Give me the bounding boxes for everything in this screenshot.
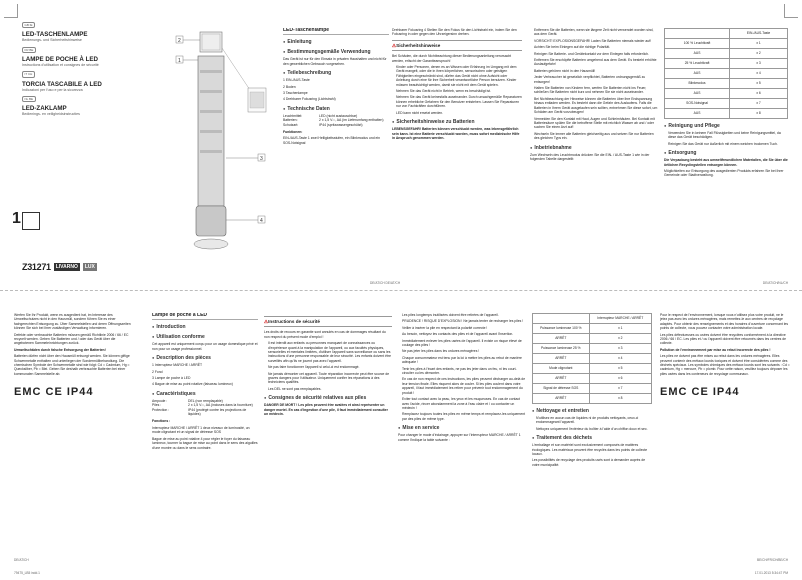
table-header-empty	[665, 29, 730, 39]
fr-folio-right: BE/CH/FR/CH/BE/CH	[757, 558, 788, 562]
fr-env-text-2: Les piles défectueuses ou usées doivent être recyclées conformément à la directive 2006 / 66 / EC. Les piles et / ou l'appareil doivent être retournés dans les centres de collecte.	[660, 332, 786, 346]
fr-tech-list	[152, 399, 258, 417]
fr-safety-list	[264, 341, 392, 391]
mode-name: 100 % Leuchtkraft	[665, 39, 730, 49]
list-item: Les DEL ne sont pas remplaçables.	[268, 386, 322, 391]
mode-name: Signal de détresse SOS	[533, 384, 590, 394]
de-mode-table	[664, 28, 788, 119]
table-row	[533, 364, 652, 374]
fr-pollution-text: Les piles ne doivent pas être mises au rebut dans les ordures ménagères. Elles peuvent contenir des métaux lourds toxiques et doivent être considérées comme des déchets spéciaux. Les symboles chimiques des métaux lourds sont les suivants : Cd = cadmium, Hg = mercure, Pb = plomb. Pour cette raison, veuillez toujours déposer les piles usées dans les conteneurs de recyclage communaux.	[660, 354, 790, 376]
de-safety-text: Bei Schäden, die durch Nichtbeachtung dieser Bedienungsanleitung verursacht werden, erlischt der Garantieanspruch!	[392, 54, 512, 63]
table-row	[665, 49, 788, 59]
slug-date: 17.01.2013 5:34:47 PM	[754, 571, 788, 575]
fr-column-1	[152, 313, 258, 566]
press-count: x 3	[730, 59, 788, 69]
press-count: x 1	[730, 39, 788, 49]
list-item: Jeder Verbraucher ist gesetzlich verpflichtet, Batterien ordnungsgemäß zu entsorgen!	[534, 75, 646, 84]
de-use-heading: ● Bestimmungsgemäße Verwendung	[283, 49, 389, 55]
fr-care-heading: ● Nettoyage et entretien	[532, 408, 652, 414]
de-battery-warning: LEBENSGEFAHR! Batterien können verschluckt werden, was lebensgefährlich sein kann. Ist eine Batterie verschluckt worden, muss sofort medizinische Hilfe in Anspruch genommen werden.	[392, 127, 520, 140]
press-count: x 6	[730, 89, 788, 99]
country-flags: IT CH	[22, 71, 35, 77]
list-item: 2 Fond	[152, 369, 163, 374]
list-item: Ne pas jeter les piles dans les ordures ménagères !	[402, 349, 480, 354]
fr-intro-heading: ● Introduction	[152, 324, 258, 330]
fr-func-text: Interrupteur MARCHE / ARRÊT 1 deux niveaux de luminosité, un mode clignotant et un signal de détresse SOS	[152, 425, 250, 435]
fr-table-header: Interrupteur MARCHE / ARRÊT	[589, 314, 651, 324]
fr-column-3	[398, 313, 526, 566]
press-count: x 7	[589, 384, 651, 394]
cover-title-block	[22, 47, 152, 68]
list-item: Bei Nichtbeachtung der Hinweise können die Batterien über ihre Endspannung hinaus entladen werden. Es besteht dann die Gefahr des Auslaufens. Falls die Batterien in Ihrem Gerät ausgelaufen sein sollten, entnehmen Sie diese sofort, um Schäden am Gerät vorzubeugen!	[534, 96, 658, 115]
list-item: 3 Taschenlampe	[283, 91, 308, 96]
press-count: x 4	[730, 69, 788, 79]
table-row	[533, 344, 652, 354]
list-item: Il est interdit aux enfants ou personnes manquant de connaissances ou d'expérience quant à la manipulation de l'appareil, ou aux facultés physiques, sensorielles et mentales limitées, d'utiliser l'appareil sans surveillance ou sans les instructions d'une personne responsable de leur sécurité. Les enfants doivent être surveillés afin qu'ils ne jouent pas avec l'appareil.	[268, 341, 391, 363]
de-use-text: Das Gerät ist nur für den Einsatz in privaten Haushalten und nicht für den gewerblichen Gebrauch vorgesehen.	[283, 57, 387, 66]
mode-name: ARRÊT	[533, 334, 590, 344]
fr-column-5	[660, 313, 790, 566]
list-item: 4 Drehbarer Fokusring (Lichtstrahl)	[283, 97, 336, 102]
de-column-2	[392, 28, 522, 276]
mode-name: ARRÊT	[533, 374, 590, 384]
spec-value: LED (nicht austauschbar)	[319, 113, 358, 118]
table-row	[665, 79, 788, 89]
de-parts-heading: ● Teilebeschreibung	[283, 70, 389, 76]
cover-title-block	[22, 71, 152, 92]
flashlight-illustration	[152, 30, 280, 270]
de-table-header: EIN-/AUS-Taste	[730, 29, 788, 39]
de-safety-list	[392, 65, 522, 115]
de-tech-heading: ● Technische Daten	[283, 106, 389, 112]
svg-text:4: 4	[260, 218, 263, 224]
fr-parts-heading: ● Description des pièces	[152, 355, 258, 361]
table-row	[533, 384, 652, 394]
fr-disposal-text: L'emballage et son matériel sont exclusivement composés de matières écologiques. Les matériaux peuvent être recyclés dans les points de collecte locaux.	[532, 443, 648, 457]
press-count: x 5	[589, 364, 651, 374]
press-count: x 8	[589, 394, 651, 404]
list-item: Remplacez toujours toutes les piles en même temps et remplacez-les uniquement par des piles de même type.	[402, 412, 526, 421]
de-disposal-text: Die Verpackung besteht aus umweltfreundlichen Materialien, die Sie über die örtlichen Recyclingstellen entsorgen können.	[664, 158, 788, 167]
fr-pollution-heading: Pollution de l'environnement par mise au rebut incorrecte des piles !	[660, 347, 771, 352]
press-count: x 6	[589, 374, 651, 384]
de-disposal-text-2: Möglichkeiten zur Entsorgung des ausgedienten Produkts erfahren Sie bei Ihrer Gemeinde oder Stadtverwaltung.	[664, 169, 784, 178]
fr-env-text: Pour le respect de l'environnement, lorsque vous n'utilisez plus votre produit, ne le jetez pas avec les ordures ménagères, mais remettez-le aux centres de recyclage adaptés. Pour obtenir des renseignements et des horaires d'ouverture concernant les points de collecte, vous pouvez contacter votre administration locale.	[660, 313, 789, 331]
list-item: Wechseln Sie immer alle Batterien gleichzeitig aus und setzen Sie nur Batterien des gleichen Typs ein.	[534, 131, 654, 141]
fr-disposal-heading: ● Traitement des déchets	[532, 435, 652, 441]
list-item: PRUDENCE ! RISQUE D'EXPLOSION ! Ne jamais tenter de recharger les piles !	[402, 319, 524, 324]
page-french-spread	[0, 290, 802, 580]
table-row	[665, 39, 788, 49]
list-item: Au besoin, nettoyez les contacts des piles et de l'appareil avant l'insertion.	[402, 332, 514, 337]
fr-care-list	[532, 416, 652, 431]
fr-battery-list	[398, 313, 526, 421]
svg-text:3: 3	[260, 156, 263, 162]
list-item: Vermeiden Sie den Kontakt mit Haut, Augen und Schleimhäuten. Bei Kontakt mit Batteriesäure spülen Sie die betroffene Stelle mit reichlich Wasser ab und / oder suchen Sie einen Arzt auf!	[534, 116, 655, 130]
fr-use-heading: ● Utilisation conforme	[152, 334, 258, 340]
fr-parts-list	[152, 363, 258, 387]
list-item: Batterien gehören nicht in den Hausmüll!	[534, 68, 596, 73]
press-count: x 3	[589, 344, 651, 354]
mode-name: 25 % Leuchtkraft	[665, 59, 730, 69]
list-item: Entfernen Sie erschöpfte Batterien umgehend aus dem Gerät. Es besteht erhöhte Auslaufgefahr!	[534, 58, 657, 67]
list-item: Veiller à insérer la pile en respectant la polarité correcte !	[402, 325, 488, 330]
table-row	[533, 374, 652, 384]
list-item: Nehmen Sie das Gerät keinesfalls auseinander. Durch unsachgemäße Reparaturen können erhebliche Gefahren für den Benutzer entstehen. Lassen Sie Reparaturen nur von Fachkräften durchführen.	[396, 95, 522, 109]
list-item: Nettoyez uniquement l'extérieur du boîtier à l'aide d'un chiffon doux et sec.	[536, 426, 648, 431]
fr-use-text: Cet appareil est uniquement conçu pour un usage domestique privé et non pour un usage professionnel.	[152, 342, 258, 351]
table-row	[665, 99, 788, 109]
spec-row	[152, 408, 258, 417]
list-item: Reinigen Sie Batterie- und Gerätekontakt vor dem Einlegen falls erforderlich.	[534, 51, 649, 56]
cover-title: TORCIA TASCABILE A LED	[22, 80, 102, 88]
list-item: Immédiatement enlever les piles usées de l'appareil. Il existe un risque élevé de coulage des piles !	[402, 338, 522, 348]
spec-label: Ampoule :	[152, 398, 168, 403]
list-item: Verwenden Sie in keinem Fall Flüssigkeiten und keine Reinigungsmittel, da diese das Gerät beschädigen.	[668, 131, 781, 140]
cover-subtitle: Instructions d'utilisation et consignes de sécurité	[22, 63, 99, 68]
mode-name: AUS	[665, 69, 730, 79]
list-item: Halten Sie Batterien von Kindern fern, werfen Sie Batterien nicht ins Feuer, schließen Sie Batterien nicht kurz und nehmen Sie sie nicht auseinander.	[534, 86, 647, 95]
table-header-empty	[533, 314, 590, 324]
table-row	[533, 334, 652, 344]
spec-label: Schutzart:	[283, 122, 299, 127]
crop-mark	[784, 4, 798, 18]
cover-title-list	[22, 22, 152, 116]
de-column-4	[664, 28, 788, 276]
de-env-intro: Werfen Sie Ihr Produkt, wenn es ausgedient hat, im Interesse des Umweltschutzes nicht in den Hausmüll, sondern führen Sie es einer fachgerechten Entsorgung zu. Über Sammelstellen und deren Öffnungszeiten können Sie sich bei Ihrer zuständigen Verwaltung informieren.	[14, 313, 131, 331]
press-count: x 2	[589, 334, 651, 344]
mode-name: ARRÊT	[533, 354, 590, 364]
page-number: 1	[12, 210, 21, 227]
de-safety-heading: ⚠ Sicherheitshinweise	[392, 40, 522, 51]
fr-battery-warning: DANGER DE MORT ! Les piles peuvent être avalées et ainsi représenter un danger mortel. En cas d'ingestion d'une pile, il faut immédiatement consulter un médecin.	[264, 403, 388, 417]
list-item: Ne pas faire fonctionner l'appareil si celui-ci est endommagé.	[268, 365, 360, 370]
fr-column-2	[264, 313, 392, 566]
table-row	[665, 59, 788, 69]
crop-mark	[4, 4, 18, 18]
de-tech-list	[283, 114, 389, 127]
de-func-text: EIN-/AUS-Taste 1 zwei Helligkeitsstufen, ein Blinkmodus und ein SOS-Notsignal	[283, 136, 381, 145]
de-start-text: Zum Wechseln des Leuchtmodus drücken Sie die EIN- / AUS-Taste 1 wie in der folgenden Tabelle dargestellt:	[530, 152, 650, 161]
de-care-list	[664, 131, 788, 146]
list-item: VORSICHT! EXPLOSIONSGEFAHR! Laden Sie Batterien niemals wieder auf!	[534, 38, 652, 43]
spec-value: DEL (non remplaçable)	[188, 398, 223, 403]
de-env-intro-2: Defekte oder verbrauchte Batterien müssen gemäß Richtlinie 2006 / 66 / EC recycelt werden. Geben Sie Batterien und / oder das Gerät über die angebotenen Sammeleinrichtungen zurück.	[14, 332, 129, 346]
fr-func-heading: Fonctions :	[152, 419, 171, 424]
list-item: Kinder oder Personen, denen es an Wissen oder Erfahrung im Umgang mit dem Gerät mangelt, oder die in ihren körperlichen, sensorischen oder geistigen Fähigkeiten eingeschränkt sind, dürfen das Gerät nicht ohne Aufsicht oder Anleitung durch eine für ihre Sicherheit verantwortliche Person benutzen. Kinder müssen beaufsichtigt werden, damit sie nicht mit dem Gerät spielen.	[396, 65, 517, 87]
table-row	[665, 109, 788, 119]
fr-focus-text: Bague de mise au point rotative 4 pour régler le foyer du faisceau lumineux, tourner la bague de mise au point dans le sens des aiguilles d'une montre ou dans le sens contraire.	[152, 436, 258, 450]
fr-title: Lampe de poche à LED	[152, 313, 258, 320]
list-item: 3 Lampe de poche à LED	[152, 376, 191, 381]
flashlight-drawing	[152, 30, 280, 270]
cover-title-block	[22, 96, 152, 117]
fr-column-0	[14, 313, 132, 566]
de-care-heading: ● Reinigung und Pflege	[664, 123, 788, 129]
list-item: Tenir les piles à l'écart des enfants, ne pas les jeter dans un feu, ni les court-circuiter ou les démonter.	[402, 366, 517, 376]
list-item: Les piles longtemps inutilisées doivent être retirées de l'appareil.	[402, 313, 499, 317]
list-item: 1 EIN-/AUS-Taste	[283, 78, 310, 83]
de-disposal-heading: ● Entsorgung	[664, 150, 788, 156]
country-flags: GB IE	[22, 22, 35, 28]
table-row	[533, 394, 652, 404]
table-row	[665, 69, 788, 79]
fr-safety-heading: ⚠ Instructions de sécurité	[264, 316, 392, 327]
de-folio-left: DE/AT/CH DE/AT/CH	[370, 281, 401, 285]
mode-name: Blinkmodus	[665, 79, 730, 89]
de-env-heading: Umweltschäden durch falsche Entsorgung der Batterien!	[14, 347, 106, 352]
spec-value: IP44 (spritzwassergeschützt)	[319, 122, 363, 127]
de-battery-list	[530, 28, 658, 141]
press-count: x 4	[589, 354, 651, 364]
list-item: Nehmen Sie das Gerät nicht in Betrieb, wenn es beschädigt ist.	[396, 89, 491, 94]
cover-subtitle: Indicazioni per l'uso e per la sicurezza	[22, 87, 83, 92]
cover-column	[22, 22, 152, 276]
cover-checkbox-frame	[22, 212, 40, 230]
spec-value: 2 x 1,5 V⎓, AA (incluses dans la fourniture)	[188, 403, 253, 408]
spec-label: Batterien:	[283, 118, 298, 123]
press-count: x 7	[730, 99, 788, 109]
list-item: 1 Interrupteur MARCHE / ARRÊT	[152, 363, 203, 368]
cover-title: LAMPE DE POCHE À LED	[22, 56, 98, 64]
mode-name: Puissance lumineuse 100 %	[533, 324, 590, 334]
cover-title-block	[22, 22, 152, 43]
spec-value: 2 x 1,5 V⎓, AA (im Lieferumfang enthalten)	[319, 118, 384, 123]
table-row	[533, 354, 652, 364]
certification-marks: EMC CE IP44	[14, 386, 94, 399]
de-start-heading: ● Inbetriebnahme	[530, 145, 658, 151]
list-item: Reinigen Sie das Gerät nur äußerlich mit einem weichen trockenen Tuch.	[668, 141, 778, 146]
de-column-3	[530, 28, 658, 276]
brand-suffix: LUX	[84, 264, 95, 270]
mode-name: ARRÊT	[533, 394, 590, 404]
svg-text:1: 1	[178, 58, 181, 64]
de-func-heading: Funktionen:	[283, 130, 303, 135]
spec-label: Leuchtmittel:	[283, 113, 303, 118]
de-column-1	[283, 28, 389, 276]
mode-name: AUS	[665, 49, 730, 59]
list-item: Eviter tout contact avec la peau, les yeux et les muqueuses. En cas de contact avec l'acide, rincer abondamment la zone à l'eau claire et / ou contacter un médecin !	[402, 397, 520, 410]
list-item: LED kann nicht ersetzt werden.	[396, 110, 444, 115]
spec-label: Piles :	[152, 403, 162, 408]
cover-subtitle: Bedienings- en veiligheidsinstructies	[22, 112, 80, 117]
model-number: Z31271	[22, 262, 51, 272]
mode-name: SOS-Notsignal	[665, 99, 730, 109]
list-item: Entfernen Sie die Batterien, wenn sie längere Zeit nicht verwendet worden sind, aus dem Gerät.	[534, 28, 654, 37]
cover-title: LED-ZAKLAMP	[22, 105, 67, 113]
slug-file: 79475_LB5 indd.1	[14, 571, 40, 575]
mode-name: Mode clignotant	[533, 364, 590, 374]
press-count: x 5	[730, 79, 788, 89]
brand-logo: LIVARNO	[55, 264, 78, 270]
list-item: 2 Boden	[283, 84, 296, 89]
list-item: Ne jamais démonter cet appareil. Toute réparation incorrecte peut être source de graves dangers pour l'utilisateur. Uniquement confier les réparations à des techniciens qualifiés.	[268, 371, 390, 385]
de-battery-heading: ● Sicherheitshinweise zu Batterien	[392, 119, 522, 125]
mode-name: AUS	[665, 89, 730, 99]
country-flags: NL BE	[22, 96, 36, 102]
cover-title: LED-TASCHENLAMPE	[22, 31, 88, 39]
fr-disposal-text-2: Les possibilités de recyclage des produits usés sont à demander auprès de votre municipalité.	[532, 458, 646, 467]
list-item: N'utilisez en aucun cas de liquides ni de produits nettoyants, ceux-ci endommageant l'appareil.	[536, 416, 639, 425]
fr-safety-text: Les droits de recours en garantie sont annulés en cas de dommages résultant du non respect du présent mode d'emploi !	[264, 330, 386, 339]
mode-name: Puissance lumineuse 25 %	[533, 344, 590, 354]
fr-start-heading: ● Mise en service	[398, 425, 526, 431]
list-item: Chaque consommateur est tenu par la loi à mettre les piles au rebut de manière adéquate !	[402, 355, 522, 365]
fr-start-text: Pour changer le mode d'éclairage, appuyer sur l'interrupteur MARCHE / ARRÊT 1 comme l'indique la table suivante :	[398, 433, 521, 442]
country-flags: FR BE	[22, 47, 36, 53]
press-count: x 2	[730, 49, 788, 59]
cover-subtitle: Bedienungs- und Sicherheitshinweise	[22, 38, 82, 43]
fr-battery-heading: ● Consignes de sécurité relatives aux piles	[264, 395, 392, 401]
de-focus-text: Drehbarer Fokusring 4 Stellen Sie den Fokus für den Lichtstrahl ein, indem Sie den Fokusring in oder gegen den Uhrzeigersinn drehen.	[392, 28, 517, 37]
spec-value: IP44 (protégé contre les projections de liquides)	[188, 407, 247, 417]
brand-bar	[22, 262, 97, 272]
list-item: 4 Bague de mise au point rotative (faisceau lumineux)	[152, 382, 233, 387]
list-item: Achten Sie beim Einlegen auf die richtige Polarität.	[534, 45, 611, 50]
de-title: LED-Taschenlampe	[283, 28, 389, 35]
press-count: x 1	[589, 324, 651, 334]
de-folio-right: DE/AT/CH/NL/CH	[762, 281, 788, 285]
spec-label: Protection :	[152, 407, 170, 412]
mode-name: AUS	[665, 109, 730, 119]
de-parts-list	[283, 78, 389, 102]
fr-folio-left: DE/AT/CH	[14, 558, 29, 562]
de-env-text: Batterien dürfen nicht über den Hausmüll entsorgt werden. Sie können giftige Schwermetalle enthalten und unterliegen der Sondermüllbehandlung. Die chemischen Symbole der Schwermetalle sind wie folgt: Cd = Cadmium, Hg = Quecksilber, Pb = Blei. Geben Sie deshalb verbrauchte Batterien bei einer kommunalen Sammelstelle ab.	[14, 354, 130, 376]
fr-tech-heading: ● Caractéristiques	[152, 391, 258, 397]
svg-text:2: 2	[178, 38, 181, 44]
fr-mode-table	[532, 313, 652, 404]
press-count: x 8	[730, 109, 788, 119]
fr-column-4	[532, 313, 652, 566]
table-row	[665, 89, 788, 99]
fr-certification-marks: EMC CE IP44	[660, 386, 740, 399]
table-row	[533, 324, 652, 334]
de-intro-heading: ● Einleitung	[283, 39, 389, 45]
spec-row	[283, 123, 389, 127]
list-item: En cas de non respect de ces instructions, les piles peuvent décharger au-delà de leur tension finale. Elles risquent alors de couler. Si les piles coulent dans votre appareil, il faut immédiatement les retirer pour prévenir tout endommagement du produit !	[402, 377, 526, 395]
